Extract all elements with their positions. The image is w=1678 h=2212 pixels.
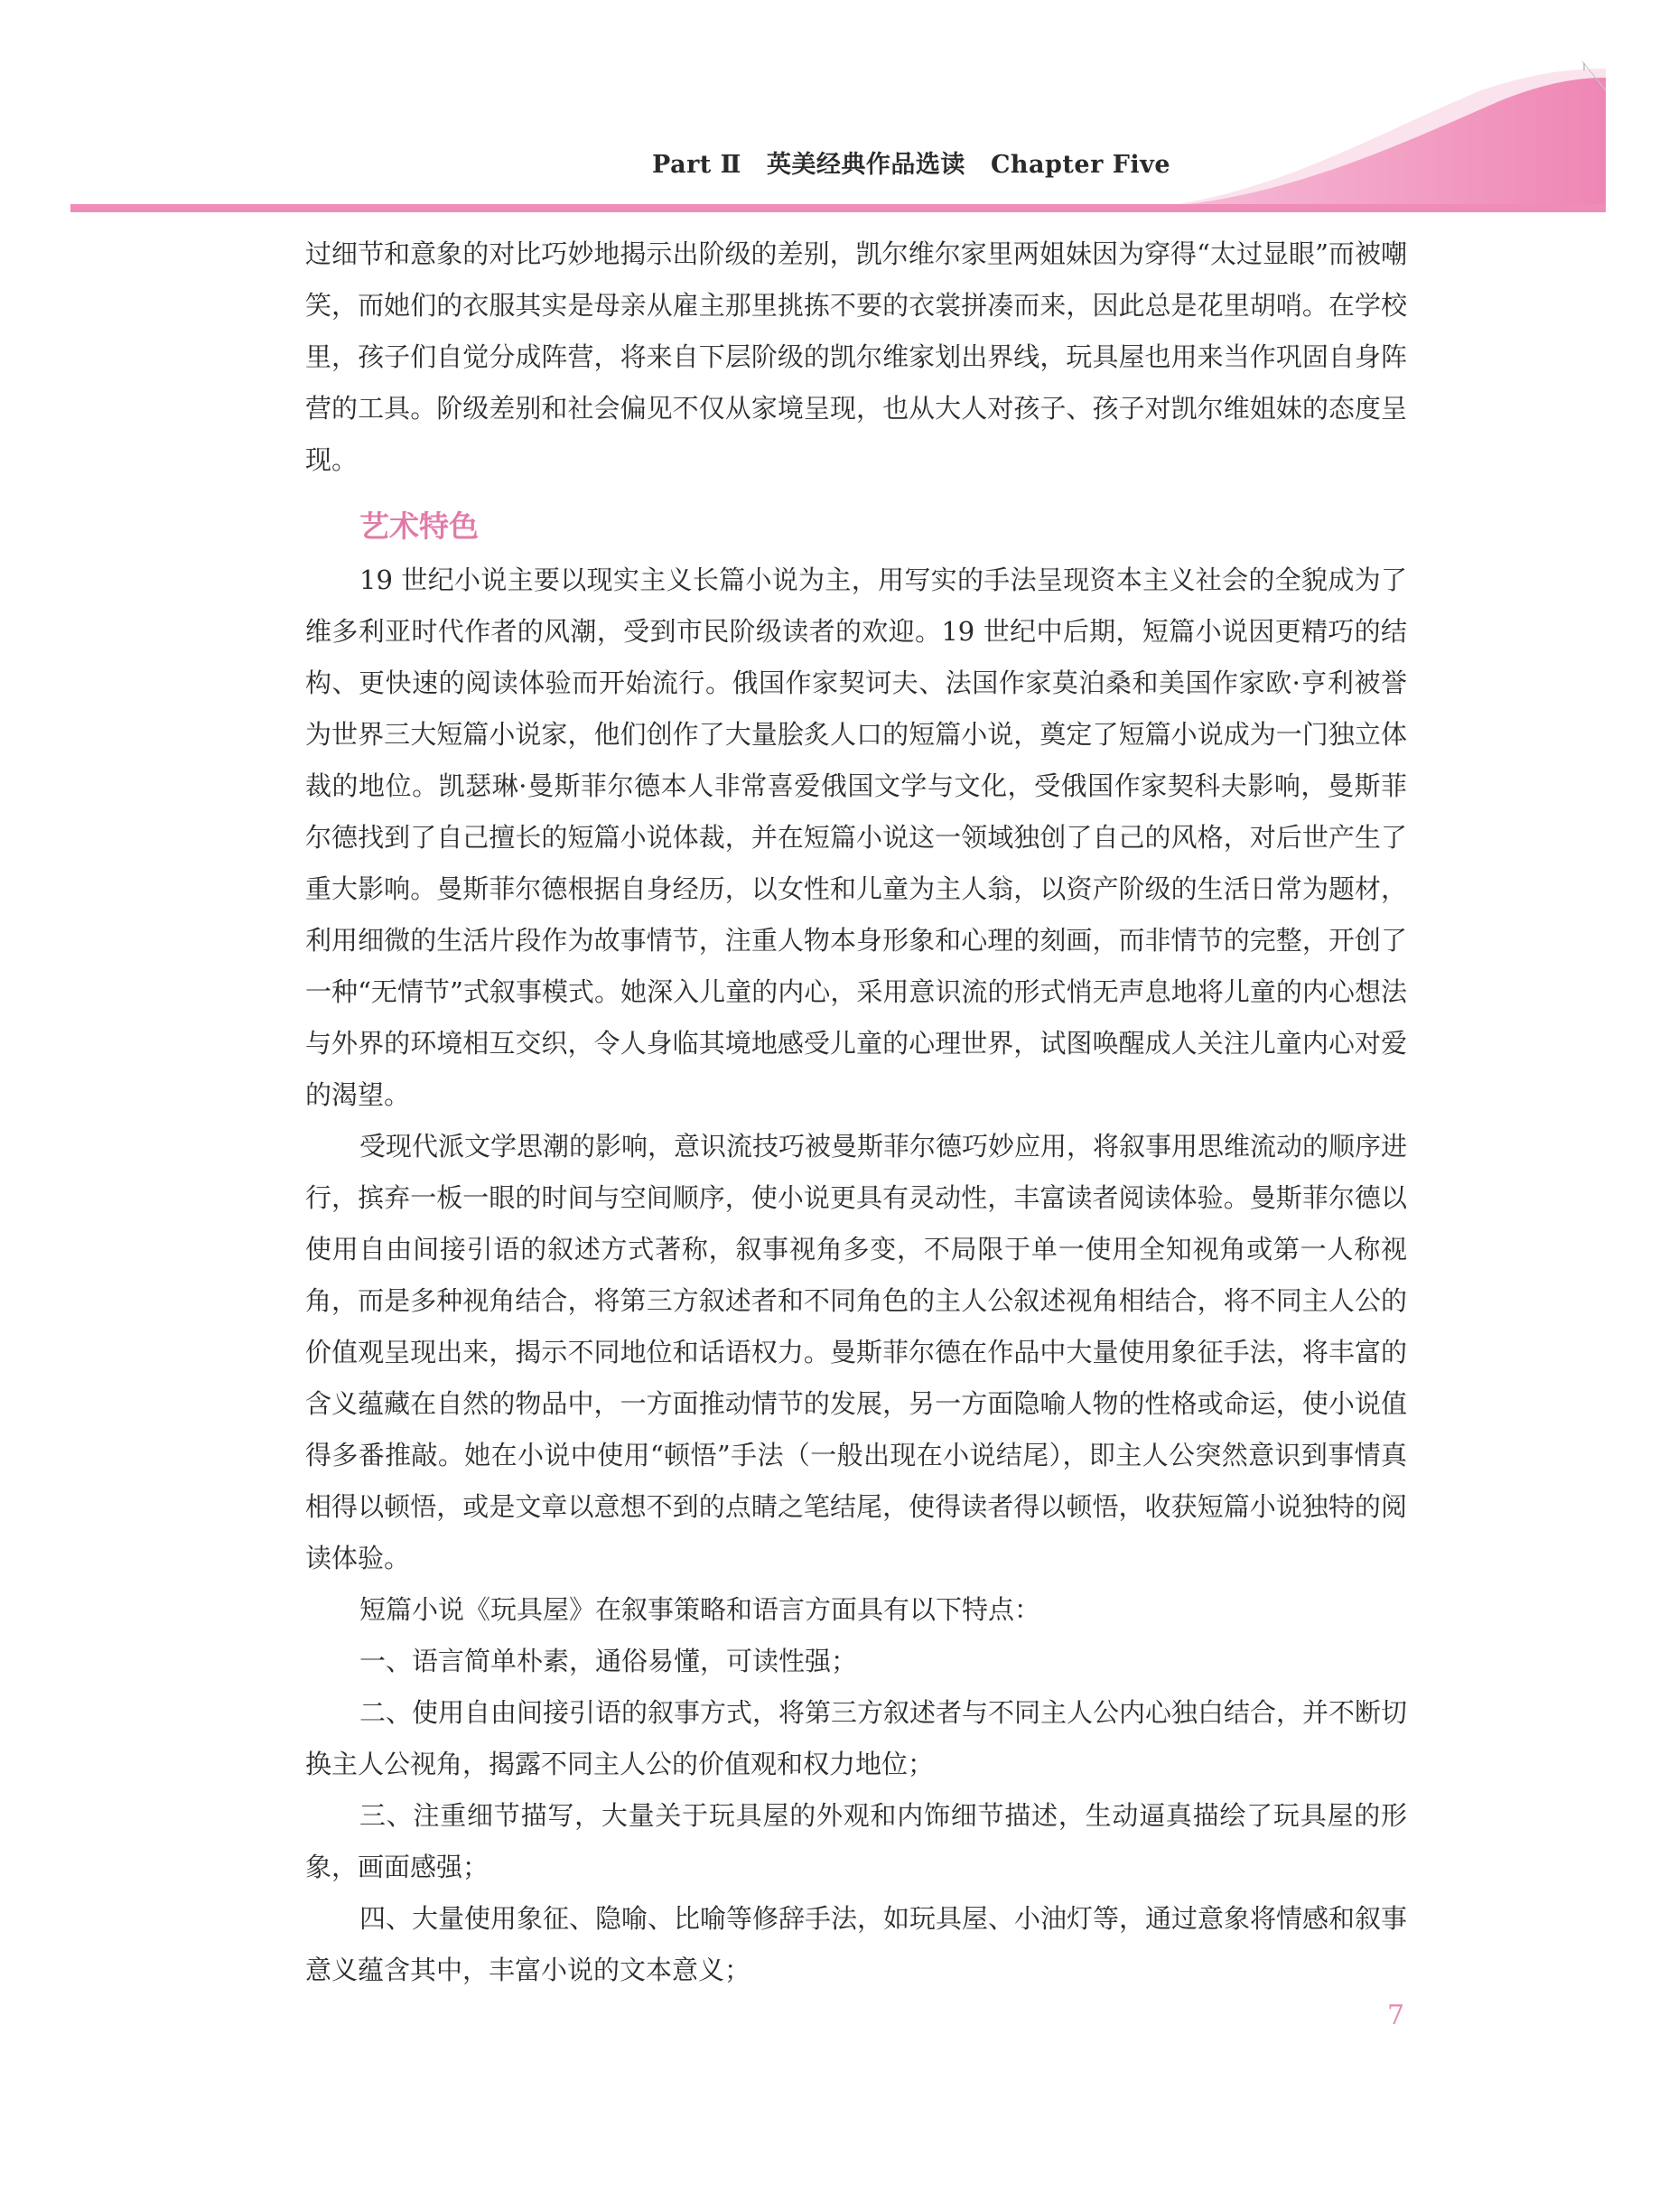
- header-chapter: Chapter Five: [990, 151, 1170, 179]
- list-item-1: 一、语言简单朴素，通俗易懂，可读性强；: [359, 1646, 858, 1676]
- list-item-3: 三、注重细节描写，大量关于玩具屋的外观和内饰细节描述，生动逼真描绘了玩具屋的形象，画面感强；: [305, 1800, 1407, 1882]
- header-part: Part Ⅱ: [652, 151, 741, 179]
- header-title-cn: 英美经典作品选读: [766, 151, 965, 179]
- page-number: 7: [1387, 2000, 1405, 2031]
- list-item-4: 四、大量使用象征、隐喻、比喻等修辞手法，如玩具屋、小油灯等，通过意象将情感和叙事意义蕴含其中，丰富小说的文本意义；: [305, 1903, 1408, 1985]
- section-heading: 艺术特色: [359, 509, 479, 544]
- paragraph-1: 19 世纪小说主要以现实主义长篇小说为主，用写实的手法呈现资本主义社会的全貌成为了维多利亚时代作者的风潮，受到市民阶级读者的欢迎。19 世纪中后期，短篇小说因更精巧的结构、更快速的阅读体验而开始流行。俄国作家契诃夫、法国作家莫泊桑和美国作家欧·亨利被誉为世界三大短篇小说家，他们创作了大量脍炙人口的短篇小说，奠定了短篇小说成为一门独立体裁的地位。凯瑟琳·曼斯菲尔德本人非常喜爱俄国文学与文化，受俄国作家契科夫影响，曼斯菲尔德找到了自己擅长的短篇小说体裁，并在短篇小说这一领域独创了自己的风格，对后世产生了重大影响。曼斯菲尔德根据自身经历，以女性和儿童为主人翁，以资产阶级的生活日常为题材，利用细微的生活片段作为故事情节，注重人物本身形象和心理的刻画，而非情节的完整，开创了一种“无情节”式叙事模式。她深入儿童的内心，采用意识流的形式悄无声息地将儿童的内心想法与外界的环境相互交织，令人身临其境地感受儿童的心理世界，试图唤醒成人关注儿童内心对爱的渴望。: [305, 565, 1407, 1110]
- header-decoration: [0, 0, 1678, 235]
- paragraph-continued: 过细节和意象的对比巧妙地揭示出阶级的差别，凯尔维尔家里两姐妹因为穿得“太过显眼”而被嘲笑，而她们的衣服其实是母亲从雇主那里挑拣不要的衣裳拼凑而来，因此总是花里胡哨。在学校里，孩子们自觉分成阵营，将来自下层阶级的凯尔维家划出界线，玩具屋也用来当作巩固自身阵营的工具。阶级差别和社会偏见不仅从家境呈现，也从大人对孩子、孩子对凯尔维姐妹的态度呈现。: [305, 238, 1407, 475]
- paragraph-3: 短篇小说《玩具屋》在叙事策略和语言方面具有以下特点：: [359, 1594, 1041, 1625]
- paragraph-2: 受现代派文学思潮的影响，意识流技巧被曼斯菲尔德巧妙应用，将叙事用思维流动的顺序进行，摈弃一板一眼的时间与空间顺序，使小说更具有灵动性，丰富读者阅读体验。曼斯菲尔德以使用自由间接引语的叙述方式著称，叙事视角多变，不局限于单一使用全知视角或第一人称视角，而是多种视角结合，将第三方叙述者和不同角色的主人公叙述视角相结合，将不同主人公的价值观呈现出来，揭示不同地位和话语权力。曼斯菲尔德在作品中大量使用象征手法，将丰富的含义蕴藏在自然的物品中，一方面推动情节的发展，另一方面隐喻人物的性格或命运，使小说值得多番推敲。她在小说中使用“顿悟”手法（一般出现在小说结尾），即主人公突然意识到事情真相得以顿悟，或是文章以意想不到的点睛之笔结尾，使得读者得以顿悟，收获短篇小说独特的阅读体验。: [305, 1131, 1408, 1573]
- list-item-2: 二、使用自由间接引语的叙事方式，将第三方叙述者与不同主人公内心独白结合，并不断切换主人公视角，揭露不同主人公的价值观和权力地位；: [305, 1697, 1408, 1779]
- running-header: [652, 145, 1170, 180]
- page-body: [305, 229, 1407, 1996]
